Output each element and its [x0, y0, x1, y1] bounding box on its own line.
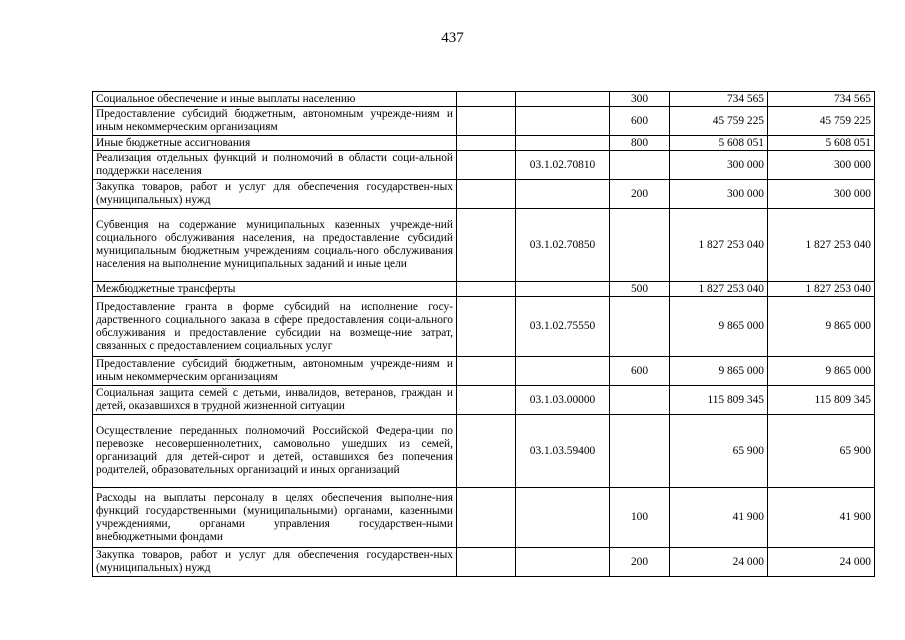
row-code: 03.1.03.59400 [516, 415, 610, 488]
row-amount-1: 24 000 [670, 548, 768, 577]
row-name: Социальное обеспечение и иные выплаты населению [93, 92, 457, 107]
row-empty-cell [457, 209, 516, 282]
budget-table [92, 91, 875, 577]
row-name: Закупка товаров, работ и услуг для обеспечения государствен-ных (муниципальных) нужд [93, 180, 457, 209]
row-name: Предоставление субсидий бюджетным, автономным учрежде-ниям и иным некоммерческим организациям [93, 357, 457, 386]
row-expense-type: 100 [610, 488, 670, 548]
row-amount-2: 1 827 253 040 [768, 282, 875, 297]
row-amount-1: 300 000 [670, 151, 768, 180]
row-expense-type: 300 [610, 92, 670, 107]
table-row [93, 92, 875, 107]
row-code: 03.1.02.75550 [516, 297, 610, 357]
row-amount-2: 41 900 [768, 488, 875, 548]
row-name: Субвенция на содержание муниципальных казенных учрежде-ний социального обслуживания населения, на предоставление субсидий муниципальным бюджетным учреждениям социаль-ного обслуживания населения на выполнение муниципальных заданий и иные цели [93, 209, 457, 282]
row-empty-cell [457, 282, 516, 297]
row-expense-type: 600 [610, 107, 670, 136]
row-name: Осуществление переданных полномочий Российской Федера-ции по перевозке несовершеннолетних, самовольно ушедших из семей, организаций для детей-сирот и детей, оставшихся без попечения родителей, образовательных организаций и иных организаций [93, 415, 457, 488]
row-name: Предоставление гранта в форме субсидий на исполнение госу-дарственного социального заказа в сфере предоставления соци-ального обслуживания и предоставление субсидии на возмеще-ние затрат, связанных с предоставлением социальных услуг [93, 297, 457, 357]
row-expense-type [610, 386, 670, 415]
table-row [93, 136, 875, 151]
row-code [516, 107, 610, 136]
row-code: 03.1.02.70850 [516, 209, 610, 282]
row-amount-2: 9 865 000 [768, 297, 875, 357]
row-name: Межбюджетные трансферты [93, 282, 457, 297]
row-amount-1: 65 900 [670, 415, 768, 488]
row-empty-cell [457, 136, 516, 151]
row-code: 03.1.03.00000 [516, 386, 610, 415]
table-row [93, 357, 875, 386]
row-amount-1: 9 865 000 [670, 297, 768, 357]
row-amount-1: 115 809 345 [670, 386, 768, 415]
row-expense-type [610, 415, 670, 488]
row-amount-1: 41 900 [670, 488, 768, 548]
row-name: Социальная защита семей с детьми, инвалидов, ветеранов, граждан и детей, оказавшихся в трудной жизненной ситуации [93, 386, 457, 415]
row-expense-type [610, 209, 670, 282]
row-name: Закупка товаров, работ и услуг для обеспечения государствен-ных (муниципальных) нужд [93, 548, 457, 577]
table-row [93, 415, 875, 488]
row-amount-1: 5 608 051 [670, 136, 768, 151]
table-row [93, 107, 875, 136]
row-code [516, 180, 610, 209]
table-row [93, 386, 875, 415]
row-empty-cell [457, 107, 516, 136]
row-amount-1: 9 865 000 [670, 357, 768, 386]
table-row [93, 282, 875, 297]
row-empty-cell [457, 357, 516, 386]
row-amount-2: 5 608 051 [768, 136, 875, 151]
row-expense-type: 500 [610, 282, 670, 297]
table-row [93, 488, 875, 548]
row-amount-2: 9 865 000 [768, 357, 875, 386]
row-name: Иные бюджетные ассигнования [93, 136, 457, 151]
table-row [93, 180, 875, 209]
table-row [93, 297, 875, 357]
row-code [516, 488, 610, 548]
row-name: Предоставление субсидий бюджетным, автономным учрежде-ниям и иным некоммерческим организациям [93, 107, 457, 136]
table-row [93, 151, 875, 180]
table-row [93, 209, 875, 282]
row-amount-2: 734 565 [768, 92, 875, 107]
row-expense-type: 200 [610, 180, 670, 209]
row-name: Расходы на выплаты персоналу в целях обеспечения выполне-ния функций государственными (муниципальными) органами, казенными учреждениями, органами управления государствен-ными внебюджетными фондами [93, 488, 457, 548]
row-empty-cell [457, 180, 516, 209]
row-amount-2: 45 759 225 [768, 107, 875, 136]
row-amount-2: 115 809 345 [768, 386, 875, 415]
row-amount-1: 1 827 253 040 [670, 282, 768, 297]
row-amount-1: 1 827 253 040 [670, 209, 768, 282]
row-code [516, 282, 610, 297]
row-expense-type: 200 [610, 548, 670, 577]
row-code [516, 136, 610, 151]
row-amount-1: 734 565 [670, 92, 768, 107]
row-empty-cell [457, 488, 516, 548]
row-code [516, 92, 610, 107]
row-empty-cell [457, 386, 516, 415]
row-empty-cell [457, 548, 516, 577]
row-amount-2: 24 000 [768, 548, 875, 577]
row-amount-2: 1 827 253 040 [768, 209, 875, 282]
row-empty-cell [457, 92, 516, 107]
row-expense-type [610, 297, 670, 357]
table-row [93, 548, 875, 577]
row-expense-type: 800 [610, 136, 670, 151]
row-amount-2: 300 000 [768, 151, 875, 180]
row-amount-1: 300 000 [670, 180, 768, 209]
row-expense-type: 600 [610, 357, 670, 386]
row-code: 03.1.02.70810 [516, 151, 610, 180]
row-empty-cell [457, 151, 516, 180]
row-amount-1: 45 759 225 [670, 107, 768, 136]
row-empty-cell [457, 415, 516, 488]
row-empty-cell [457, 297, 516, 357]
row-expense-type [610, 151, 670, 180]
row-code [516, 357, 610, 386]
page-number: 437 [441, 30, 464, 46]
row-amount-2: 65 900 [768, 415, 875, 488]
row-amount-2: 300 000 [768, 180, 875, 209]
row-code [516, 548, 610, 577]
row-name: Реализация отдельных функций и полномочий в области соци-альной поддержки населения [93, 151, 457, 180]
